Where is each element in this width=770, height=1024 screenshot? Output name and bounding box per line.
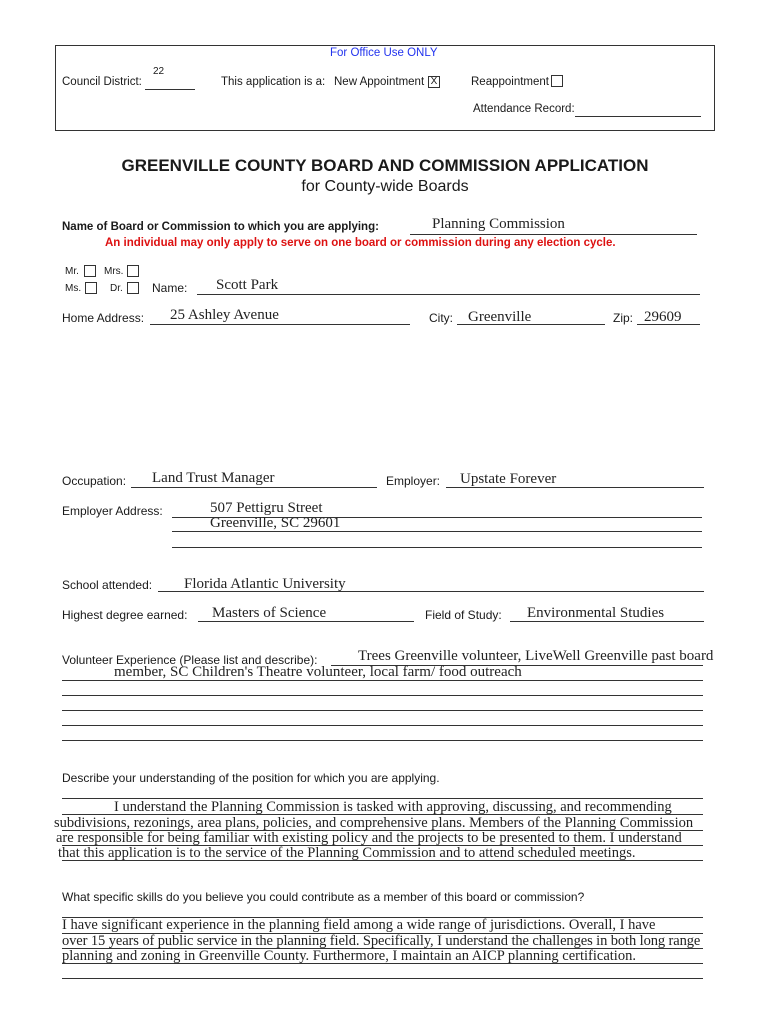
employer-address-line-3 — [172, 547, 702, 548]
name-label: Name: — [152, 281, 188, 295]
mrs-checkbox[interactable] — [127, 265, 139, 277]
name-value[interactable]: Scott Park — [216, 277, 279, 293]
employer-address-value-1[interactable]: 507 Pettigru Street — [210, 500, 323, 516]
skills-value-1[interactable]: I have significant experience in the planning field among a wide range of jurisdictions. Overall, I have — [62, 917, 656, 933]
occupation-label: Occupation: — [62, 474, 127, 488]
zip-label: Zip: — [613, 311, 634, 325]
reappointment-checkbox[interactable] — [551, 75, 563, 87]
skills-value-3[interactable]: planning and zoning in Greenville County. Furthermore, I maintain an AICP planning certification. — [62, 948, 636, 964]
volunteer-line-6 — [62, 740, 703, 741]
volunteer-line-4 — [62, 710, 703, 711]
home-address-line — [150, 324, 410, 325]
reappointment-label: Reappointment — [471, 76, 549, 88]
employer-label: Employer: — [386, 474, 441, 488]
understanding-label: Describe your understanding of the position for which you are applying. — [62, 771, 440, 785]
attendance-record-line[interactable] — [575, 116, 701, 117]
understanding-value-3[interactable]: are responsible for being familiar with existing policy and the projects to be presented to them. I understand — [56, 830, 682, 846]
occupation-line — [131, 487, 377, 488]
council-district-line — [145, 89, 195, 90]
employer-value[interactable]: Upstate Forever — [460, 471, 557, 487]
mr-checkbox[interactable] — [84, 265, 96, 277]
attendance-record-label: Attendance Record: — [473, 103, 575, 115]
skills-line-4 — [62, 978, 703, 979]
city-label: City: — [429, 311, 453, 325]
ms-label: Ms. — [65, 283, 82, 294]
one-board-notice: An individual may only apply to serve on one board or commission during any election cycle. — [105, 237, 616, 249]
mrs-label: Mrs. — [104, 266, 124, 277]
ms-checkbox[interactable] — [85, 282, 97, 294]
volunteer-label: Volunteer Experience (Please list and describe): — [62, 653, 318, 667]
new-appointment-label: New Appointment — [334, 76, 425, 88]
employer-address-label: Employer Address: — [62, 504, 163, 518]
board-name-line — [410, 234, 697, 235]
school-label: School attended: — [62, 578, 153, 592]
skills-label: What specific skills do you believe you could contribute as a member of this board or commission? — [62, 890, 585, 904]
application-type-label: This application is a: — [221, 76, 326, 88]
council-district-label: Council District: — [62, 76, 142, 88]
home-address-value[interactable]: 25 Ashley Avenue — [170, 307, 279, 323]
degree-label: Highest degree earned: — [62, 608, 188, 622]
volunteer-value-1[interactable]: Trees Greenville volunteer, LiveWell Greenville past board — [358, 648, 714, 664]
new-appointment-checkbox[interactable]: X — [428, 76, 440, 88]
degree-value[interactable]: Masters of Science — [212, 605, 327, 621]
understanding-value-4[interactable]: that this application is to the service of the Planning Commission and to attend scheduled meetings. — [58, 845, 636, 861]
understanding-value-1[interactable]: I understand the Planning Commission is tasked with approving, discussing, and recommending — [114, 799, 672, 815]
understanding-value-2[interactable]: subdivisions, rezonings, area plans, policies, and comprehensive plans. Members of the Planning Commission — [54, 815, 694, 831]
dr-checkbox[interactable] — [127, 282, 139, 294]
volunteer-line-3 — [62, 695, 703, 696]
page-subtitle: for County-wide Boards — [301, 178, 469, 195]
city-value[interactable]: Greenville — [468, 309, 532, 325]
board-name-label: Name of Board or Commission to which you are applying: — [62, 221, 379, 233]
employer-address-value-2[interactable]: Greenville, SC 29601 — [210, 515, 341, 531]
home-address-label: Home Address: — [62, 311, 145, 325]
volunteer-line-5 — [62, 725, 703, 726]
council-district-value[interactable]: 22 — [153, 66, 165, 77]
school-value[interactable]: Florida Atlantic University — [184, 576, 346, 592]
occupation-value[interactable]: Land Trust Manager — [152, 470, 275, 486]
field-of-study-value[interactable]: Environmental Studies — [527, 605, 665, 621]
mr-label: Mr. — [65, 266, 79, 277]
dr-label: Dr. — [110, 283, 123, 294]
zip-value[interactable]: 29609 — [644, 309, 682, 325]
office-use-heading: For Office Use ONLY — [330, 47, 438, 59]
page-title: GREENVILLE COUNTY BOARD AND COMMISSION APPLICATION — [121, 156, 649, 175]
board-name-value[interactable]: Planning Commission — [432, 216, 565, 232]
field-of-study-label: Field of Study: — [425, 608, 502, 622]
volunteer-value-2[interactable]: member, SC Children's Theatre volunteer, local farm/ food outreach — [114, 664, 522, 680]
skills-value-2[interactable]: over 15 years of public service in the planning field. Specifically, I understand the challenges in both long range — [62, 933, 701, 949]
name-line — [197, 294, 700, 295]
